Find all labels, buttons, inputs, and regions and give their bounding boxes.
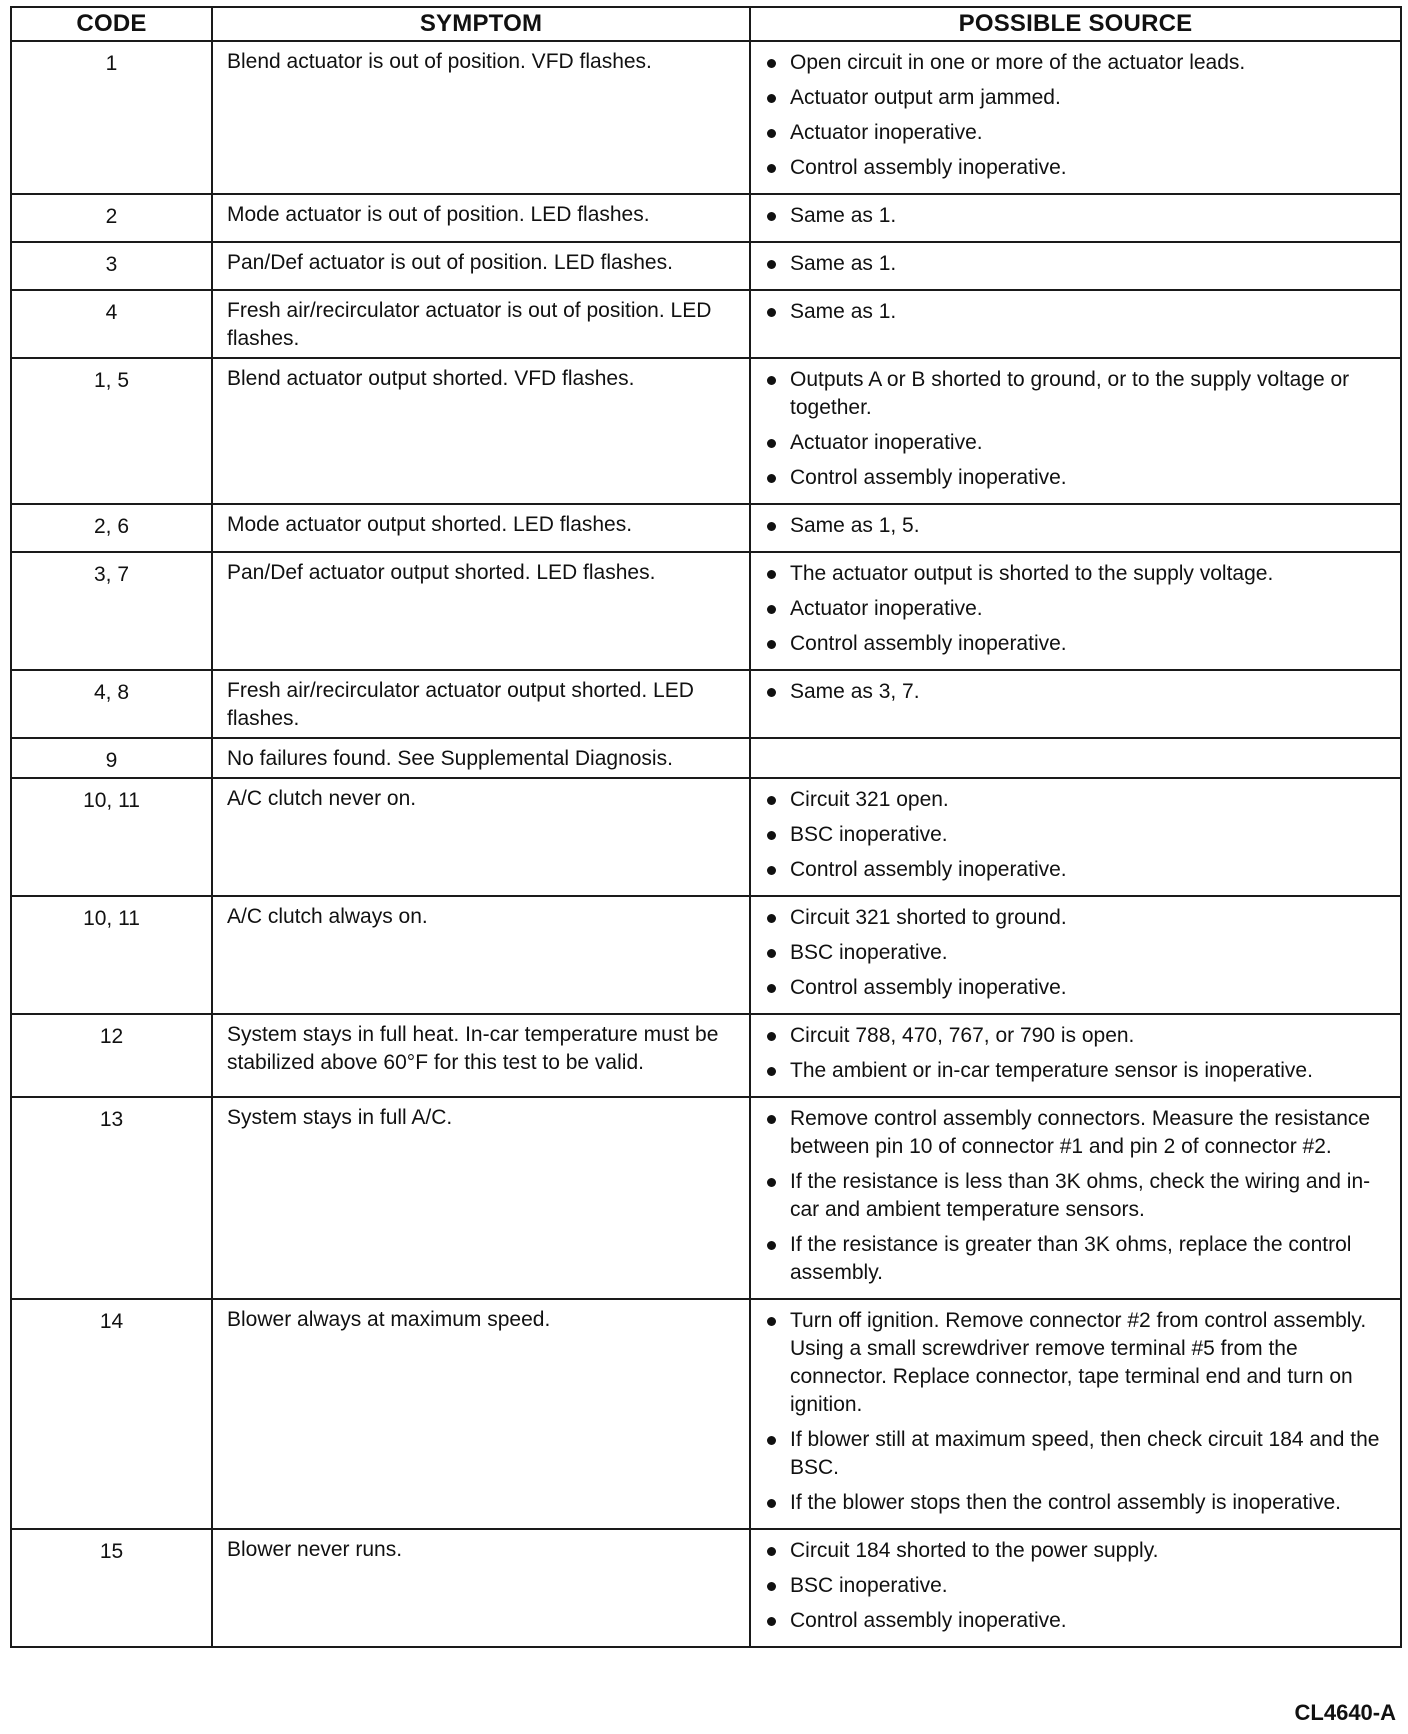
symptom-cell: Fresh air/recirculator actuator is out of position. LED flashes. (212, 290, 750, 358)
header-possible-source: POSSIBLE SOURCE (750, 7, 1401, 41)
source-list (763, 904, 1392, 1002)
table-row (11, 41, 1401, 194)
code-cell: 2 (11, 194, 212, 242)
source-list-item: Same as 1. (763, 298, 1392, 326)
table-row (11, 1097, 1401, 1299)
code-cell: 15 (11, 1529, 212, 1647)
source-list (763, 786, 1392, 884)
source-list (763, 49, 1392, 182)
source-list (763, 298, 1392, 326)
possible-source-cell (750, 290, 1401, 358)
symptom-cell: A/C clutch never on. (212, 778, 750, 896)
source-list-item: Same as 1. (763, 202, 1392, 230)
possible-source-cell (750, 504, 1401, 552)
source-list-item: If the blower stops then the control assembly is inoperative. (763, 1489, 1392, 1517)
source-list-item: Actuator output arm jammed. (763, 84, 1392, 112)
symptom-cell: Blower never runs. (212, 1529, 750, 1647)
table-row (11, 194, 1401, 242)
source-list-item: Remove control assembly connectors. Measure the resistance between pin 10 of connector #1 and pin 2 of connector #2. (763, 1105, 1392, 1161)
symptom-cell: Blend actuator is out of position. VFD flashes. (212, 41, 750, 194)
symptom-cell: A/C clutch always on. (212, 896, 750, 1014)
document-id: CL4640-A (1294, 1700, 1396, 1725)
possible-source-cell (750, 1014, 1401, 1097)
source-list-item: Actuator inoperative. (763, 119, 1392, 147)
diagnostic-code-table (10, 6, 1402, 1648)
table-row (11, 738, 1401, 778)
table-row (11, 1529, 1401, 1647)
table-row (11, 504, 1401, 552)
source-list-item: Circuit 184 shorted to the power supply. (763, 1537, 1392, 1565)
code-cell: 9 (11, 738, 212, 778)
source-list (763, 1105, 1392, 1287)
header-code: CODE (11, 7, 212, 41)
table-row (11, 1014, 1401, 1097)
possible-source-cell (750, 358, 1401, 504)
code-cell: 1, 5 (11, 358, 212, 504)
source-list-item: Outputs A or B shorted to ground, or to the supply voltage or together. (763, 366, 1392, 422)
table-row (11, 1299, 1401, 1529)
source-list (763, 1307, 1392, 1517)
table-row (11, 242, 1401, 290)
possible-source-cell (750, 896, 1401, 1014)
source-list-item: Actuator inoperative. (763, 429, 1392, 457)
source-list-item: BSC inoperative. (763, 939, 1392, 967)
symptom-cell: Fresh air/recirculator actuator output shorted. LED flashes. (212, 670, 750, 738)
code-cell: 1 (11, 41, 212, 194)
source-list (763, 366, 1392, 492)
source-list-item: If blower still at maximum speed, then check circuit 184 and the BSC. (763, 1426, 1392, 1482)
source-list-item: If the resistance is greater than 3K ohms, replace the control assembly. (763, 1231, 1392, 1287)
source-list-item: Circuit 321 open. (763, 786, 1392, 814)
code-cell: 12 (11, 1014, 212, 1097)
header-symptom: SYMPTOM (212, 7, 750, 41)
symptom-cell: Blower always at maximum speed. (212, 1299, 750, 1529)
symptom-cell: Mode actuator is out of position. LED flashes. (212, 194, 750, 242)
code-cell: 2, 6 (11, 504, 212, 552)
symptom-cell: Pan/Def actuator output shorted. LED flashes. (212, 552, 750, 670)
source-list-item: Control assembly inoperative. (763, 630, 1392, 658)
symptom-cell: Blend actuator output shorted. VFD flashes. (212, 358, 750, 504)
table-row (11, 896, 1401, 1014)
source-list-item: Same as 3, 7. (763, 678, 1392, 706)
table-header (11, 7, 1401, 41)
possible-source-cell (750, 242, 1401, 290)
possible-source-cell (750, 670, 1401, 738)
source-list-item: The ambient or in-car temperature sensor is inoperative. (763, 1057, 1392, 1085)
code-cell: 3 (11, 242, 212, 290)
table-row (11, 552, 1401, 670)
source-list-item: Turn off ignition. Remove connector #2 from control assembly. Using a small screwdriver remove terminal #5 from the connector. Replace connector, tape terminal end and turn on ignition. (763, 1307, 1392, 1419)
source-list (763, 560, 1392, 658)
source-list-item: Control assembly inoperative. (763, 856, 1392, 884)
source-list (763, 512, 1392, 540)
code-cell: 13 (11, 1097, 212, 1299)
source-list-item: Control assembly inoperative. (763, 154, 1392, 182)
source-list-item: Circuit 788, 470, 767, or 790 is open. (763, 1022, 1392, 1050)
possible-source-cell (750, 1529, 1401, 1647)
source-list (763, 678, 1392, 706)
symptom-cell: System stays in full heat. In-car temperature must be stabilized above 60°F for this test to be valid. (212, 1014, 750, 1097)
symptom-cell: System stays in full A/C. (212, 1097, 750, 1299)
source-list-item: Control assembly inoperative. (763, 1607, 1392, 1635)
code-cell: 4, 8 (11, 670, 212, 738)
code-cell: 10, 11 (11, 778, 212, 896)
code-cell: 4 (11, 290, 212, 358)
possible-source-cell (750, 738, 1401, 778)
source-list (763, 1537, 1392, 1635)
code-cell: 14 (11, 1299, 212, 1529)
possible-source-cell (750, 194, 1401, 242)
table-body (11, 41, 1401, 1647)
source-list-item: Actuator inoperative. (763, 595, 1392, 623)
possible-source-cell (750, 41, 1401, 194)
table-row (11, 670, 1401, 738)
possible-source-cell (750, 1299, 1401, 1529)
possible-source-cell (750, 552, 1401, 670)
possible-source-cell (750, 778, 1401, 896)
code-cell: 3, 7 (11, 552, 212, 670)
header-row (11, 7, 1401, 41)
source-list-item: Control assembly inoperative. (763, 464, 1392, 492)
source-list-item: BSC inoperative. (763, 1572, 1392, 1600)
source-list-item: Open circuit in one or more of the actuator leads. (763, 49, 1392, 77)
source-list (763, 250, 1392, 278)
source-list-item: Same as 1. (763, 250, 1392, 278)
table-row (11, 358, 1401, 504)
symptom-cell: Pan/Def actuator is out of position. LED flashes. (212, 242, 750, 290)
source-list (763, 1022, 1392, 1085)
source-list-item: Same as 1, 5. (763, 512, 1392, 540)
code-cell: 10, 11 (11, 896, 212, 1014)
source-list-item: If the resistance is less than 3K ohms, check the wiring and in-car and ambient temperature sensors. (763, 1168, 1392, 1224)
source-list-item: Circuit 321 shorted to ground. (763, 904, 1392, 932)
source-list-item: Control assembly inoperative. (763, 974, 1392, 1002)
source-list-item: The actuator output is shorted to the supply voltage. (763, 560, 1392, 588)
symptom-cell: Mode actuator output shorted. LED flashes. (212, 504, 750, 552)
table-row (11, 290, 1401, 358)
source-list (763, 202, 1392, 230)
symptom-cell: No failures found. See Supplemental Diagnosis. (212, 738, 750, 778)
source-list-item: BSC inoperative. (763, 821, 1392, 849)
possible-source-cell (750, 1097, 1401, 1299)
table-row (11, 778, 1401, 896)
